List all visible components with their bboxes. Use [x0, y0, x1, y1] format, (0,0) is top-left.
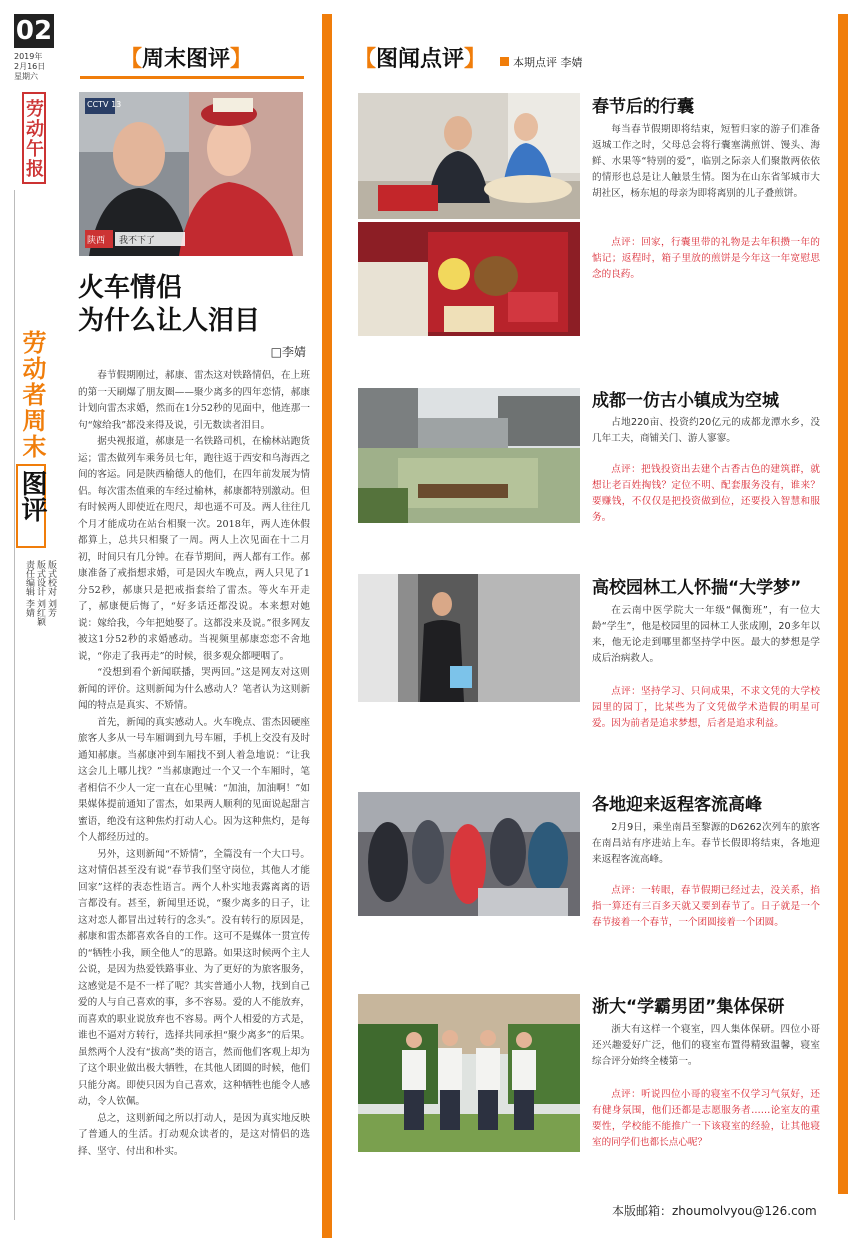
item-3-title: 高校园林工人怀揣“大学梦”	[592, 578, 802, 598]
article-paragraph: 据央视报道，郝康是一名铁路司机，在榆林站跑货运；雷杰做列车乘务员七年，跑往返于西安和乌海西之间的客运。同是陕西榆德人的他们，在四年前发展为情侣。每次雷杰值乘的车经过榆林，郝康都特别激动。但有时候两人即使近在咫尺，却也遥不可及。两人往往几个月才能成功在站台相聚一次。2018年，两人连休假都算上，总共只相聚了一周。两人上次见面在十二月初，时间只有几分钟。在春节期间，两人都有工作。郝康准备了戒指想求婚，可是因火车晚点，两人只见了1分52秒，郝康只是把戒指套给了雷杰。等火车开走了，郝康便后悔了，“好多话还都没说。本来想对她说：嫁给我，今年把她娶了。这都没来及说。”很多网友被这1分52秒的求婚感动。当视频里郝康恋恋不舍地说，“你走了我再走”的时候，很多观众都哽咽了。	[78, 436, 310, 662]
item-2-text: 占地220亩、投资约20亿元的成都龙潭水乡，没几年工夫，商铺关门、游人寥寥。	[592, 417, 820, 444]
article-body	[78, 368, 310, 1234]
item-3-photo	[358, 574, 580, 702]
item-5-title: 浙大“学霸男团”集体保研	[592, 997, 785, 1017]
page-email: 本版邮箱：zhoumolvyou@126.com	[612, 1204, 817, 1218]
article-paragraph: 首先，新闻的真实感动人。火车晚点、雷杰因硬座旅客人多从一号车厢调到九号车厢，手机上交没有及时通知郝康。当郝康冲到车厢找不到人着急地说：“让我这会儿上哪儿找？”当郝康跑过一个又一个车厢时，笔者相信不少人一定一直在心里喊：“加油，加油啊！”如果媒体提前通知了雷杰，如果两人顺利的见面说起甜言蜜语，绝没有这种焦灼打动人心。因为这种焦灼，是每个人都经历过的。	[78, 716, 310, 843]
tv-logo: CCTV 13	[87, 100, 122, 109]
item-3-text: 在云南中医学院大一年级“佩衡班”，有一位大龄“学生”，他是校园里的园林工人张成刚，20多年以来，他无论走到哪里都坚持学中医。最大的梦想是学成后治病救人。	[592, 605, 820, 664]
issue-date	[14, 52, 64, 82]
item-4-photo	[358, 792, 580, 916]
item-1-title: 春节后的行囊	[592, 97, 694, 117]
article-headline	[78, 272, 308, 338]
section-name: 劳动者周末	[18, 330, 46, 460]
credits	[12, 560, 56, 660]
item-2-photo	[358, 388, 580, 523]
article-paragraph: 春节假期刚过，郝康、雷杰这对铁路情侣，在上班的第一天刷爆了朋友圈——聚少离多的四年恋情，郝康计划向雷杰求婚，然而在1分52秒的见面中，他连那一句“嫁给我”都没来得及说，引无数读者泪目。	[78, 370, 310, 431]
date-year: 2019年	[14, 52, 43, 61]
credit-design: 版式设计 刘红颖	[35, 560, 45, 626]
item-5-comment: 点评：听说四位小哥的寝室不仅学习气氛好，还有健身氛围，他们还都是志愿服务者……论室友的重要性，学校能不能推广一下该寝室的经验，让其他寝室的同学们也都长点心呢？	[592, 1089, 820, 1148]
column-divider	[322, 14, 332, 1238]
credit-proof: 版式校对 刘芳	[46, 560, 56, 617]
left-section-header: 【周末图评】	[120, 47, 253, 72]
item-5-text: 浙大有这样一个寝室，四人集体保研。四位小哥还兴趣爱好广泛，他们的寝室布置得精致温馨，寝室综合评分始终全楼第一。	[592, 1024, 820, 1067]
tv-caption: 我不下了	[119, 236, 156, 246]
item-1-comment: 点评：回家，行囊里带的礼物是去年积攒一年的惦记；返程时，箱子里放的煎饼是今年这一年宽慰思念的良药。	[592, 237, 820, 280]
reviewer-marker	[500, 57, 509, 66]
item-3-comment: 点评：坚持学习、只问成果，不求文凭的大学校园里的园丁，比某些为了文凭做学术造假的明星可爱。因为前者是追求梦想，后者是追求利益。	[592, 686, 820, 729]
left-header-rule	[80, 76, 304, 79]
item-2-comment: 点评：把钱投资出去建个古香古色的建筑群，就想让老百姓掏钱？定位不明、配套服务没有，谁来？要赚钱，不仅仅是把投资做到位，还要投入智慧和服务。	[592, 464, 820, 523]
item-2-title: 成都一仿古小镇成为空城	[592, 391, 779, 411]
right-edge-rule	[838, 14, 848, 1194]
couple-photo-illustration	[79, 92, 303, 256]
article-paragraph: 总之，这则新闻之所以打动人，是因为真实地反映了普通人的生活。打动观众读者的，是这对情侣的选择、坚守、付出和朴实。	[78, 1112, 310, 1157]
item-1-photo-top	[358, 93, 580, 219]
region-badge: 陕西	[87, 236, 106, 246]
date-day: 2月16日	[14, 62, 46, 71]
couple-photo	[79, 92, 303, 256]
item-1-photo-bottom	[358, 222, 580, 336]
item-4-comment: 点评：一转眼，春节假期已经过去，没关系，掐指一算还有三百多天就又要到春节了。日子就是一个春节接着一个春节，一个团圆接着一个团圆。	[592, 885, 820, 928]
date-weekday: 星期六	[14, 72, 38, 81]
item-1-text: 每当春节假期即将结束，短暂归家的游子们准备返城工作之时，父母总会将行囊塞满煎饼、馒头、海鲜、水果等“特别的爱”，临别之际亲人们聚散两依依的情形也总是让人触景生情。图为在山东省邹城市大胡社区，杨东旭的母亲为即将离别的儿子叠煎饼。	[592, 124, 820, 199]
masthead-logo: 劳动午报	[22, 92, 46, 184]
credit-editor: 责任编辑 李婧	[24, 560, 34, 617]
page-number: 02	[15, 16, 53, 46]
item-5-photo	[358, 994, 580, 1152]
right-section-header: 【图闻点评】	[354, 47, 487, 72]
item-4-text: 2月9日，乘坐南昌至黎源的D6262次列车的旅客在南昌站有序进站上车。春节长假即将结束，各地迎来返程客流高峰。	[592, 822, 820, 865]
headline-line-1: 火车情侣	[78, 273, 183, 303]
article-paragraph: 另外，这则新闻“不矫情”，全篇没有一个大口号。这对情侣甚至没有说“春节我们坚守岗位，其他人才能回家”这样的表态性语言。两个人朴实地表露离离的语言都没有。甚至，新闻里还说，“聚少离多的日子，让这对恋人都冒出过转行的念头”。没有转行的原因是，郝康和雷杰都喜欢各自的工作。这可不是媒体一贯宣传的“牺牲小我，顾全他人”的思路。如果这时候两个主人公说，是因为热爱铁路事业、为了更好的为旅客服务，这感觉是不是不一样了呢？其实普通小人物，找到自己爱的人与自己喜欢的事，多不容易。爱的人不能放弃，而喜欢的职业说放弃也不容易。两个人相爱的方式是，谁也不逼对方转行，选择共同承担“聚少离多”的后果。虽然两个人没有“拔高”类的语言，然而他们客观上却为了这个职业做出极大牺牲，在其他人团圆的时候，他们只能分离。即使只因为自己喜欢，这种牺牲也能令人感动，令人钦佩。	[78, 848, 310, 1107]
article-byline: □李婧	[270, 345, 306, 359]
item-4-title: 各地迎来返程客流高峰	[592, 795, 762, 815]
section-subname: 图评	[17, 470, 47, 522]
article-paragraph: “没想到看个新闻联播，哭两回。”这是网友对这则新闻的评价。这则新闻为什么感动人？笔者认为这则新闻的特点是真实、不矫情。	[78, 667, 310, 711]
reviewer: 本期点评 李婧	[513, 56, 583, 69]
headline-line-2: 为什么让人泪目	[78, 306, 261, 336]
